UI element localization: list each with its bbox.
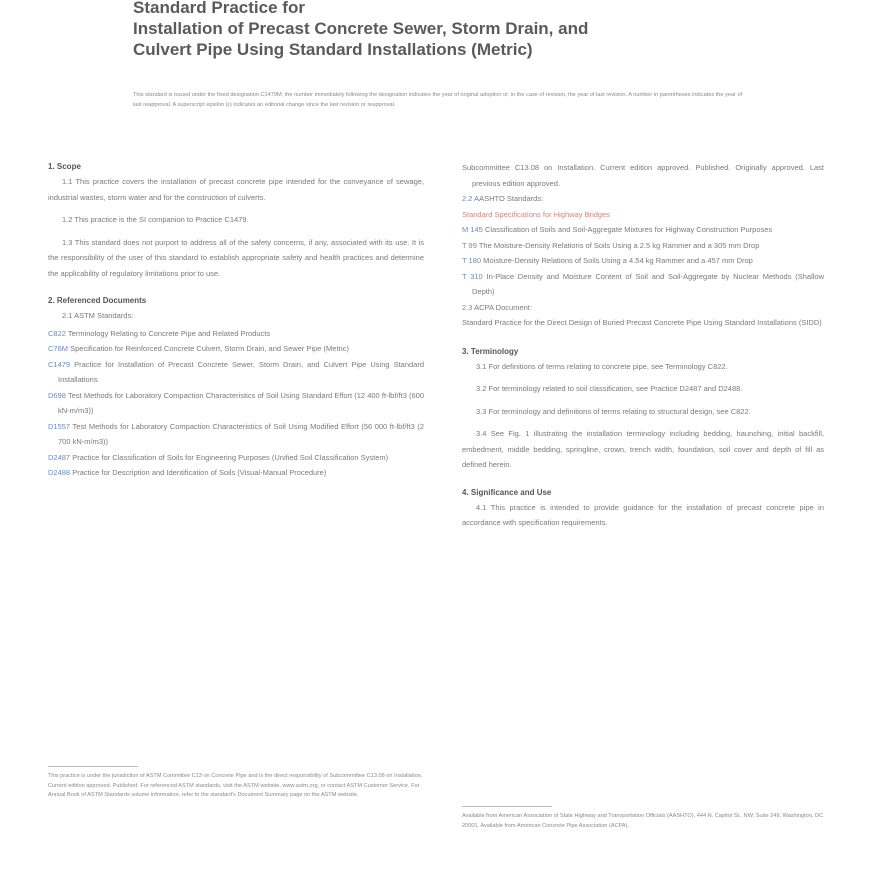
reference-item	[48, 465, 424, 481]
reference-item	[462, 253, 824, 269]
reference-code-link[interactable]: D2487	[48, 452, 71, 462]
para-2-1: 2.1 ASTM Standards:	[62, 311, 134, 320]
reference-title: Terminology Relating to Concrete Pipe and Related Products	[67, 328, 271, 338]
document-title	[133, 0, 773, 60]
reference-title: The Moisture-Density Relations of Soils Using a 2.5 kg Rammer and a 305 mm Drop	[478, 240, 760, 250]
reference-code-link[interactable]: D1557	[48, 421, 71, 431]
reference-code-link[interactable]: T 180	[462, 256, 482, 265]
section-significance-heading: 4. Significance and Use	[462, 487, 552, 497]
reference-item	[462, 315, 824, 331]
title-line-1: Standard Practice for	[133, 0, 305, 17]
para-3-2: 3.2 For terminology related to soil classification, see Practice D2487 and D2488.	[476, 384, 743, 393]
reference-item	[48, 341, 424, 357]
title-line-3: Culvert Pipe Using Standard Installations (Metric)	[133, 40, 533, 59]
reference-item	[48, 450, 424, 466]
reference-title: ACPA Document:	[474, 302, 532, 312]
para-1-3: 1.3 This standard does not purport to address all of the safety concerns, if any, associated with its use. It is the responsibility of the user of this standard to establish appropriate safety and health practices and determine the applicability of regulatory limitations prior to use.	[48, 237, 424, 278]
reference-item	[462, 207, 824, 223]
reference-code-link[interactable]: D698	[48, 390, 66, 400]
reference-title: Practice for Classification of Soils for Engineering Purposes (Unified Soil Classification System)	[72, 452, 389, 462]
footnote-continuation: Subcommittee C13.08 on Installation. Current edition approved. Published. Originally approved. Last previous edition approved.	[462, 163, 824, 188]
para-1-2: 1.2 This practice is the SI companion to Practice C1479.	[62, 215, 249, 224]
reference-item	[462, 238, 824, 254]
para-3-3: 3.3 For terminology and definitions of terms relating to structural design, see C822.	[476, 406, 751, 416]
reference-title: Practice for Installation of Precast Concrete Sewer, Storm Drain, and Culvert Pipe Using Standard Installations	[58, 359, 425, 384]
para-3-1: 3.1 For definitions of terms relating to concrete pipe, see Terminology C822.	[476, 361, 728, 371]
reference-title: Standard Specifications for Highway Bridges	[462, 209, 610, 219]
reference-title: Test Methods for Laboratory Compaction Characteristics of Soil Using Modified Effort (56 000 ft-lbf/ft3 (2 700 kN-m/m3))	[58, 421, 424, 446]
reference-list-2	[462, 191, 824, 331]
reference-title: AASHTO Standards:	[474, 194, 544, 203]
reference-code-link[interactable]: T 99	[462, 240, 477, 250]
footnote-rule-right	[462, 806, 552, 807]
section-references-heading: 2. Referenced Documents	[48, 296, 147, 305]
reference-title: Standard Practice for the Direct Design of Buried Precast Concrete Pipe Using Standard Installations (SIDD)	[462, 318, 822, 327]
reference-title: Classification of Soils and Soil-Aggregate Mixtures for Highway Construction Purposes	[484, 225, 773, 234]
right-column	[462, 160, 824, 538]
reference-title: Specification for Reinforced Concrete Culvert, Storm Drain, and Sewer Pipe (Metric)	[70, 344, 349, 353]
reference-item	[462, 222, 824, 238]
reference-item	[48, 419, 424, 450]
reference-item	[48, 357, 424, 388]
footnote-left: This practice is under the jurisdiction of ASTM Committee C13 on Concrete Pipe and is the direct responsibility of Subcommittee C13.08 on Installation. Current edition approved. Published. For referenced ASTM standards, visit the ASTM website, www.astm.org, or contact ASTM Customer Service. For Annual Book of ASTM Standards volume information, refer to the standard's Document Summary page on the ASTM website.	[48, 773, 423, 798]
reference-item	[48, 326, 424, 342]
para-1-1: 1.1 This practice covers the installation of precast concrete pipe intended for the conveyance of sewage, industrial wastes, storm water and for the construction of culverts.	[48, 177, 424, 202]
reference-code-link[interactable]: C822	[48, 328, 66, 338]
footnote-right: Available from American Association of State Highway and Transportation Officials (AASHTO), 444 N. Capitol St., NW, Suite 249, Washington, DC 20001. Available from American Concrete Pipe Association (ACPA).	[462, 813, 824, 829]
reference-code-link[interactable]: T 310	[462, 271, 483, 281]
footnote-rule-left	[48, 766, 138, 767]
reference-code-link[interactable]: M 145	[462, 225, 483, 234]
reference-item	[462, 191, 824, 207]
reference-code-link[interactable]: 2.2	[462, 194, 473, 203]
reference-item	[462, 300, 824, 316]
section-terminology-heading: 3. Terminology	[462, 346, 519, 356]
reference-item	[48, 388, 424, 419]
reference-list	[48, 326, 424, 481]
reference-code-link[interactable]: C76M	[48, 344, 69, 353]
reference-code-link[interactable]: 2.3	[462, 302, 473, 312]
para-3-4: 3.4 See Fig. 1 illustrating the installation terminology including bedding, haunching, initial backfill, embedment, middle bedding, springline, crown, trench width, foundation, soil cover and depth of fill as defined herein.	[462, 429, 824, 469]
reference-code-link[interactable]: C1479	[48, 359, 71, 369]
section-scope-heading: 1. Scope	[48, 162, 81, 171]
left-column	[48, 160, 424, 481]
reference-title: In-Place Density and Moisture Content of Soil and Soil-Aggregate by Nuclear Methods (Shallow Depth)	[472, 271, 825, 296]
reference-code-link[interactable]: D2488	[48, 468, 71, 477]
para-4-1: 4.1 This practice is intended to provide guidance for the installation of precast concrete pipe in accordance with specification requirements.	[462, 502, 824, 527]
designation-note: This standard is issued under the fixed designation C1479M; the number immediately following the designation indicates the year of original adoption or, in the case of revision, the year of last revision. A number in parentheses indicates the year of last reapproval. A superscript epsilon (ε) indicates an editorial change since the last revision or reapproval.	[133, 92, 743, 108]
reference-item	[462, 269, 824, 300]
reference-title: Practice for Description and Identification of Soils (Visual-Manual Procedure)	[72, 468, 327, 477]
reference-title: Test Methods for Laboratory Compaction Characteristics of Soil Using Standard Effort (12 400 ft-lbf/ft3 (600 kN-m/m3))	[58, 390, 425, 415]
reference-title: Moisture-Density Relations of Soils Using a 4.54 kg Rammer and a 457 mm Drop	[483, 256, 753, 265]
title-line-2: Installation of Precast Concrete Sewer, Storm Drain, and	[133, 19, 589, 38]
